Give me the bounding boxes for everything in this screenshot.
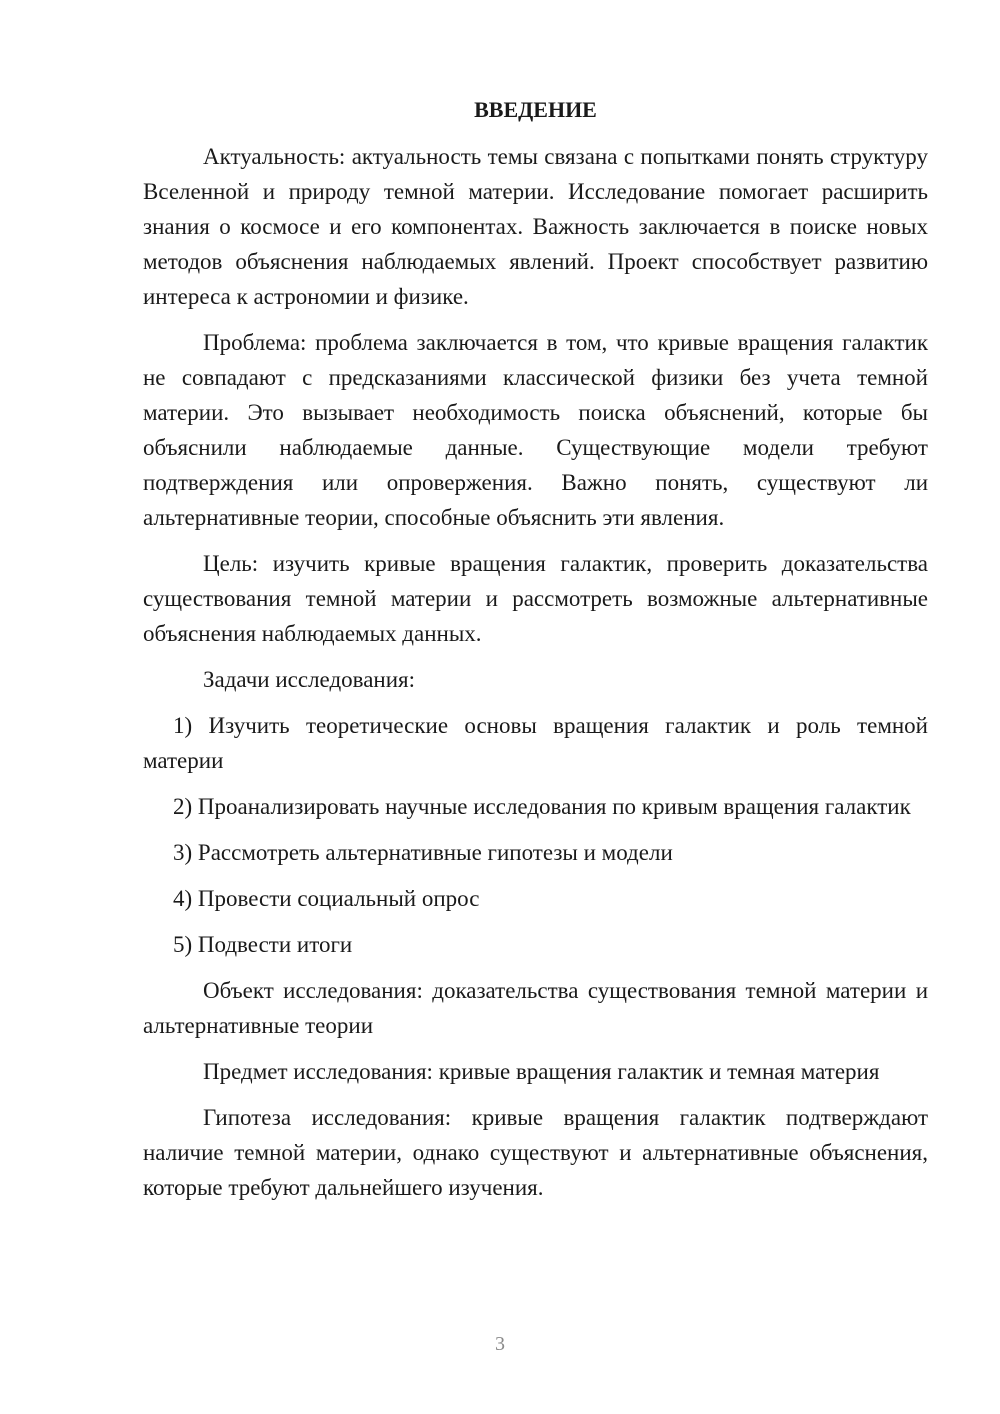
document-page [143, 92, 928, 1216]
task-item-4: 4) Провести социальный опрос [173, 886, 480, 911]
paragraph-subject: Предмет исследования: кривые вращения галактик и темная материя [203, 1059, 880, 1084]
page-number: 3 [495, 1333, 505, 1355]
task-item-1: 1) Изучить теоретические основы вращения галактик и роль темной материи [143, 713, 928, 773]
paragraph-relevance: Актуальность: актуальность темы связана с попытками понять структуру Вселенной и природу темной материи. Исследование помогает расширить знания о космосе и его компонентах. Важность заключается в поиске новых методов объяснения наблюдаемых явлений. Проект способствует развитию интереса к астрономии и физике. [143, 144, 928, 309]
task-item-5: 5) Подвести итоги [173, 932, 353, 957]
paragraph-goal: Цель: изучить кривые вращения галактик, проверить доказательства существования темной материи и рассмотреть возможные альтернативные объяснения наблюдаемых данных. [143, 551, 928, 646]
paragraph-hypothesis: Гипотеза исследования: кривые вращения галактик подтверждают наличие темной материи, однако существуют и альтернативные объяснения, которые требуют дальнейшего изучения. [143, 1105, 928, 1200]
document-title: ВВЕДЕНИЕ [474, 97, 597, 122]
task-item-2: 2) Проанализировать научные исследования по кривым вращения галактик [173, 794, 911, 819]
paragraph-problem: Проблема: проблема заключается в том, что кривые вращения галактик не совпадают с предсказаниями классической физики без учета темной материи. Это вызывает необходимость поиска объяснений, которые бы объяснили наблюдаемые данные. Существующие модели требуют подтверждения или опровержения. Важно понять, существуют ли альтернативные теории, способные объяснить эти явления. [143, 330, 928, 530]
task-item-3: 3) Рассмотреть альтернативные гипотезы и модели [173, 840, 673, 865]
paragraph-object: Объект исследования: доказательства существования темной материи и альтернативные теории [143, 978, 928, 1038]
tasks-heading: Задачи исследования: [203, 667, 416, 692]
